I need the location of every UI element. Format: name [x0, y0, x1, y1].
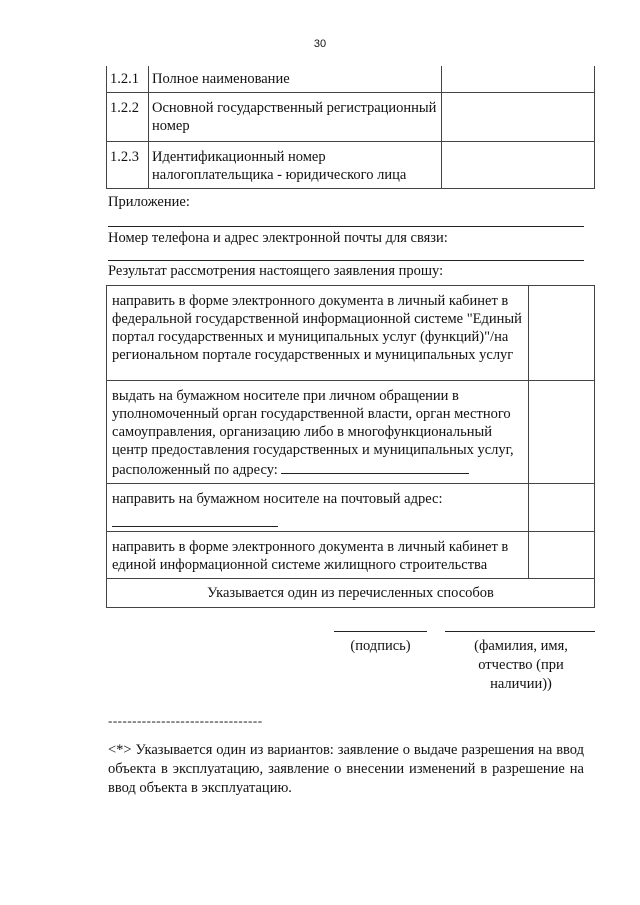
row-label: Идентификационный номер налогоплательщика - юридического лица — [149, 142, 442, 189]
option-text: выдать на бумажном носителе при личном обращении в уполномоченный орган государственной власти, орган местного самоуправления, организацию либо в многофункциональный центр предоставления государственных и муниципальных услуг, расположенный по адресу: — [112, 388, 514, 478]
name-label: (фамилия, имя, отчество (при наличии)) — [474, 638, 568, 692]
name-line[interactable] — [445, 631, 595, 632]
attachment-line[interactable] — [108, 226, 584, 227]
address-fill-line[interactable] — [281, 459, 469, 474]
row-value-cell[interactable] — [442, 142, 595, 189]
option-checkbox-cell[interactable] — [529, 381, 595, 484]
row-number: 1.2.2 — [107, 93, 149, 142]
row-number: 1.2.1 — [107, 66, 149, 93]
row-label: Полное наименование — [149, 66, 442, 93]
table-row — [107, 93, 595, 142]
contact-label: Номер телефона и адрес электронной почты для связи: — [108, 230, 448, 246]
options-footer-row — [107, 579, 595, 608]
row-value-cell[interactable] — [442, 93, 595, 142]
table-row — [107, 142, 595, 189]
delivery-options-table — [106, 285, 595, 608]
option-row — [107, 286, 595, 381]
contact-line[interactable] — [108, 260, 584, 261]
result-label: Результат рассмотрения настоящего заявления прошу: — [108, 263, 444, 279]
row-number: 1.2.3 — [107, 142, 149, 189]
applicant-details-table — [106, 66, 595, 189]
attachment-label: Приложение: — [108, 194, 190, 210]
row-value-cell[interactable] — [442, 66, 595, 93]
footnote: <*> Указывается один из вариантов: заявление о выдаче разрешения на ввод объекта в эксплуатацию, заявление о внесении изменений в разрешение на ввод объекта в эксплуатацию. — [108, 742, 584, 796]
option-text: направить на бумажном носителе на почтовый адрес: — [112, 491, 443, 507]
option-checkbox-cell[interactable] — [529, 286, 595, 381]
option-text: направить в форме электронного документа в личный кабинет в единой информационной системе жилищного строительства — [107, 532, 529, 579]
option-text-cell — [107, 484, 529, 532]
option-text-cell — [107, 381, 529, 484]
option-row — [107, 381, 595, 484]
signature-label: (подпись) — [350, 638, 411, 654]
postal-address-fill-line[interactable] — [112, 508, 278, 527]
option-row — [107, 484, 595, 532]
option-checkbox-cell[interactable] — [529, 532, 595, 579]
option-text: направить в форме электронного документа в личный кабинет в федеральной государственной информационной системе "Единый портал государственных и муниципальных услуг (функций)"/на региональном портале государственных и муниципальных услуг — [107, 286, 529, 381]
signature-line[interactable] — [334, 631, 427, 632]
footnote-separator: -------------------------------- — [108, 713, 263, 728]
page-number: 30 — [313, 38, 327, 50]
table-row — [107, 66, 595, 93]
options-footer: Указывается один из перечисленных способов — [107, 579, 595, 608]
row-label: Основной государственный регистрационный номер — [149, 93, 442, 142]
option-checkbox-cell[interactable] — [529, 484, 595, 532]
option-row — [107, 532, 595, 579]
